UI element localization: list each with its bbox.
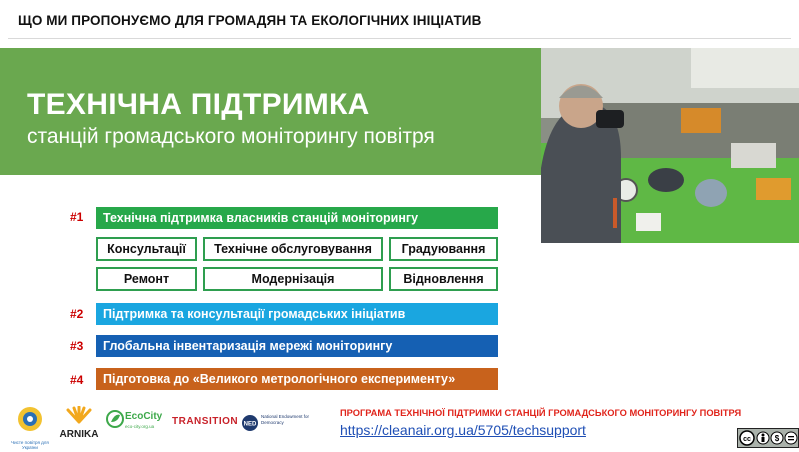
maintenance-box[interactable]: Технічне обслуговування — [203, 237, 383, 261]
workshop-photo-art — [541, 48, 799, 243]
program-link[interactable]: https://cleanair.org.ua/5705/techsupport — [340, 422, 586, 438]
arnika-flower-icon — [58, 406, 100, 424]
ecocity-sub: eco-city.org.ua — [125, 424, 155, 429]
clean-air-logo — [10, 405, 50, 450]
ned-label: National Endowment for Democracy — [261, 414, 310, 425]
cc-license-badge[interactable] — [737, 428, 799, 448]
svg-text:$: $ — [774, 434, 780, 443]
arnika-label: ARNIKA — [59, 429, 99, 440]
cc-text: cc — [743, 436, 751, 443]
ned-short: NED — [243, 421, 257, 428]
banner-title: ТЕХНІЧНА ПІДТРИМКА — [27, 88, 370, 121]
workshop-photo — [541, 48, 799, 243]
initiatives-support-bar[interactable]: Підтримка та консультації громадських ініціатив — [96, 303, 498, 325]
page-title: ЩО МИ ПРОПОНУЄМО ДЛЯ ГРОМАДЯН ТА ЕКОЛОГІЧНИХ ІНІЦІАТИВ — [18, 13, 482, 28]
divider — [8, 38, 791, 39]
item-number: #2 — [70, 307, 84, 321]
ecocity-label: EcoCity — [125, 411, 163, 422]
transition-logo — [172, 416, 239, 436]
license-icons — [738, 429, 798, 447]
banner-subtitle: станцій громадського моніторингу повітря — [27, 125, 435, 148]
ecocity-logo — [106, 408, 168, 438]
clean-air-label: Чисте повітря для України — [11, 440, 49, 450]
item-number: #1 — [70, 210, 84, 224]
calibration-box[interactable]: Градуювання — [389, 237, 498, 261]
restoration-box[interactable]: Відновлення — [389, 267, 498, 291]
ned-logo — [241, 412, 336, 440]
item-number: #3 — [70, 339, 84, 353]
program-title: ПРОГРАМА ТЕХНІЧНОЇ ПІДТРИМКИ СТАНЦІЙ ГРОМАДСЬКОГО МОНІТОРИНГУ ПОВІТРЯ — [340, 408, 742, 418]
clean-air-icon — [10, 405, 50, 435]
nd-icon — [785, 432, 797, 444]
modernization-box[interactable]: Модернізація — [203, 267, 383, 291]
arnika-logo — [58, 406, 100, 438]
support-owners-bar[interactable]: Технічна підтримка власників станцій моніторингу — [96, 207, 498, 229]
item-number: #4 — [70, 373, 84, 387]
repair-box[interactable]: Ремонт — [96, 267, 197, 291]
ned-globe-icon — [241, 414, 259, 432]
metrology-experiment-bar[interactable]: Підготовка до «Великого метрологічного експерименту» — [96, 368, 498, 390]
transition-label: TRANSITION — [172, 416, 239, 427]
consultations-box[interactable]: Консультації — [96, 237, 197, 261]
leaf-icon — [106, 410, 124, 428]
inventory-bar[interactable]: Глобальна інвентаризація мережі моніторингу — [96, 335, 498, 357]
